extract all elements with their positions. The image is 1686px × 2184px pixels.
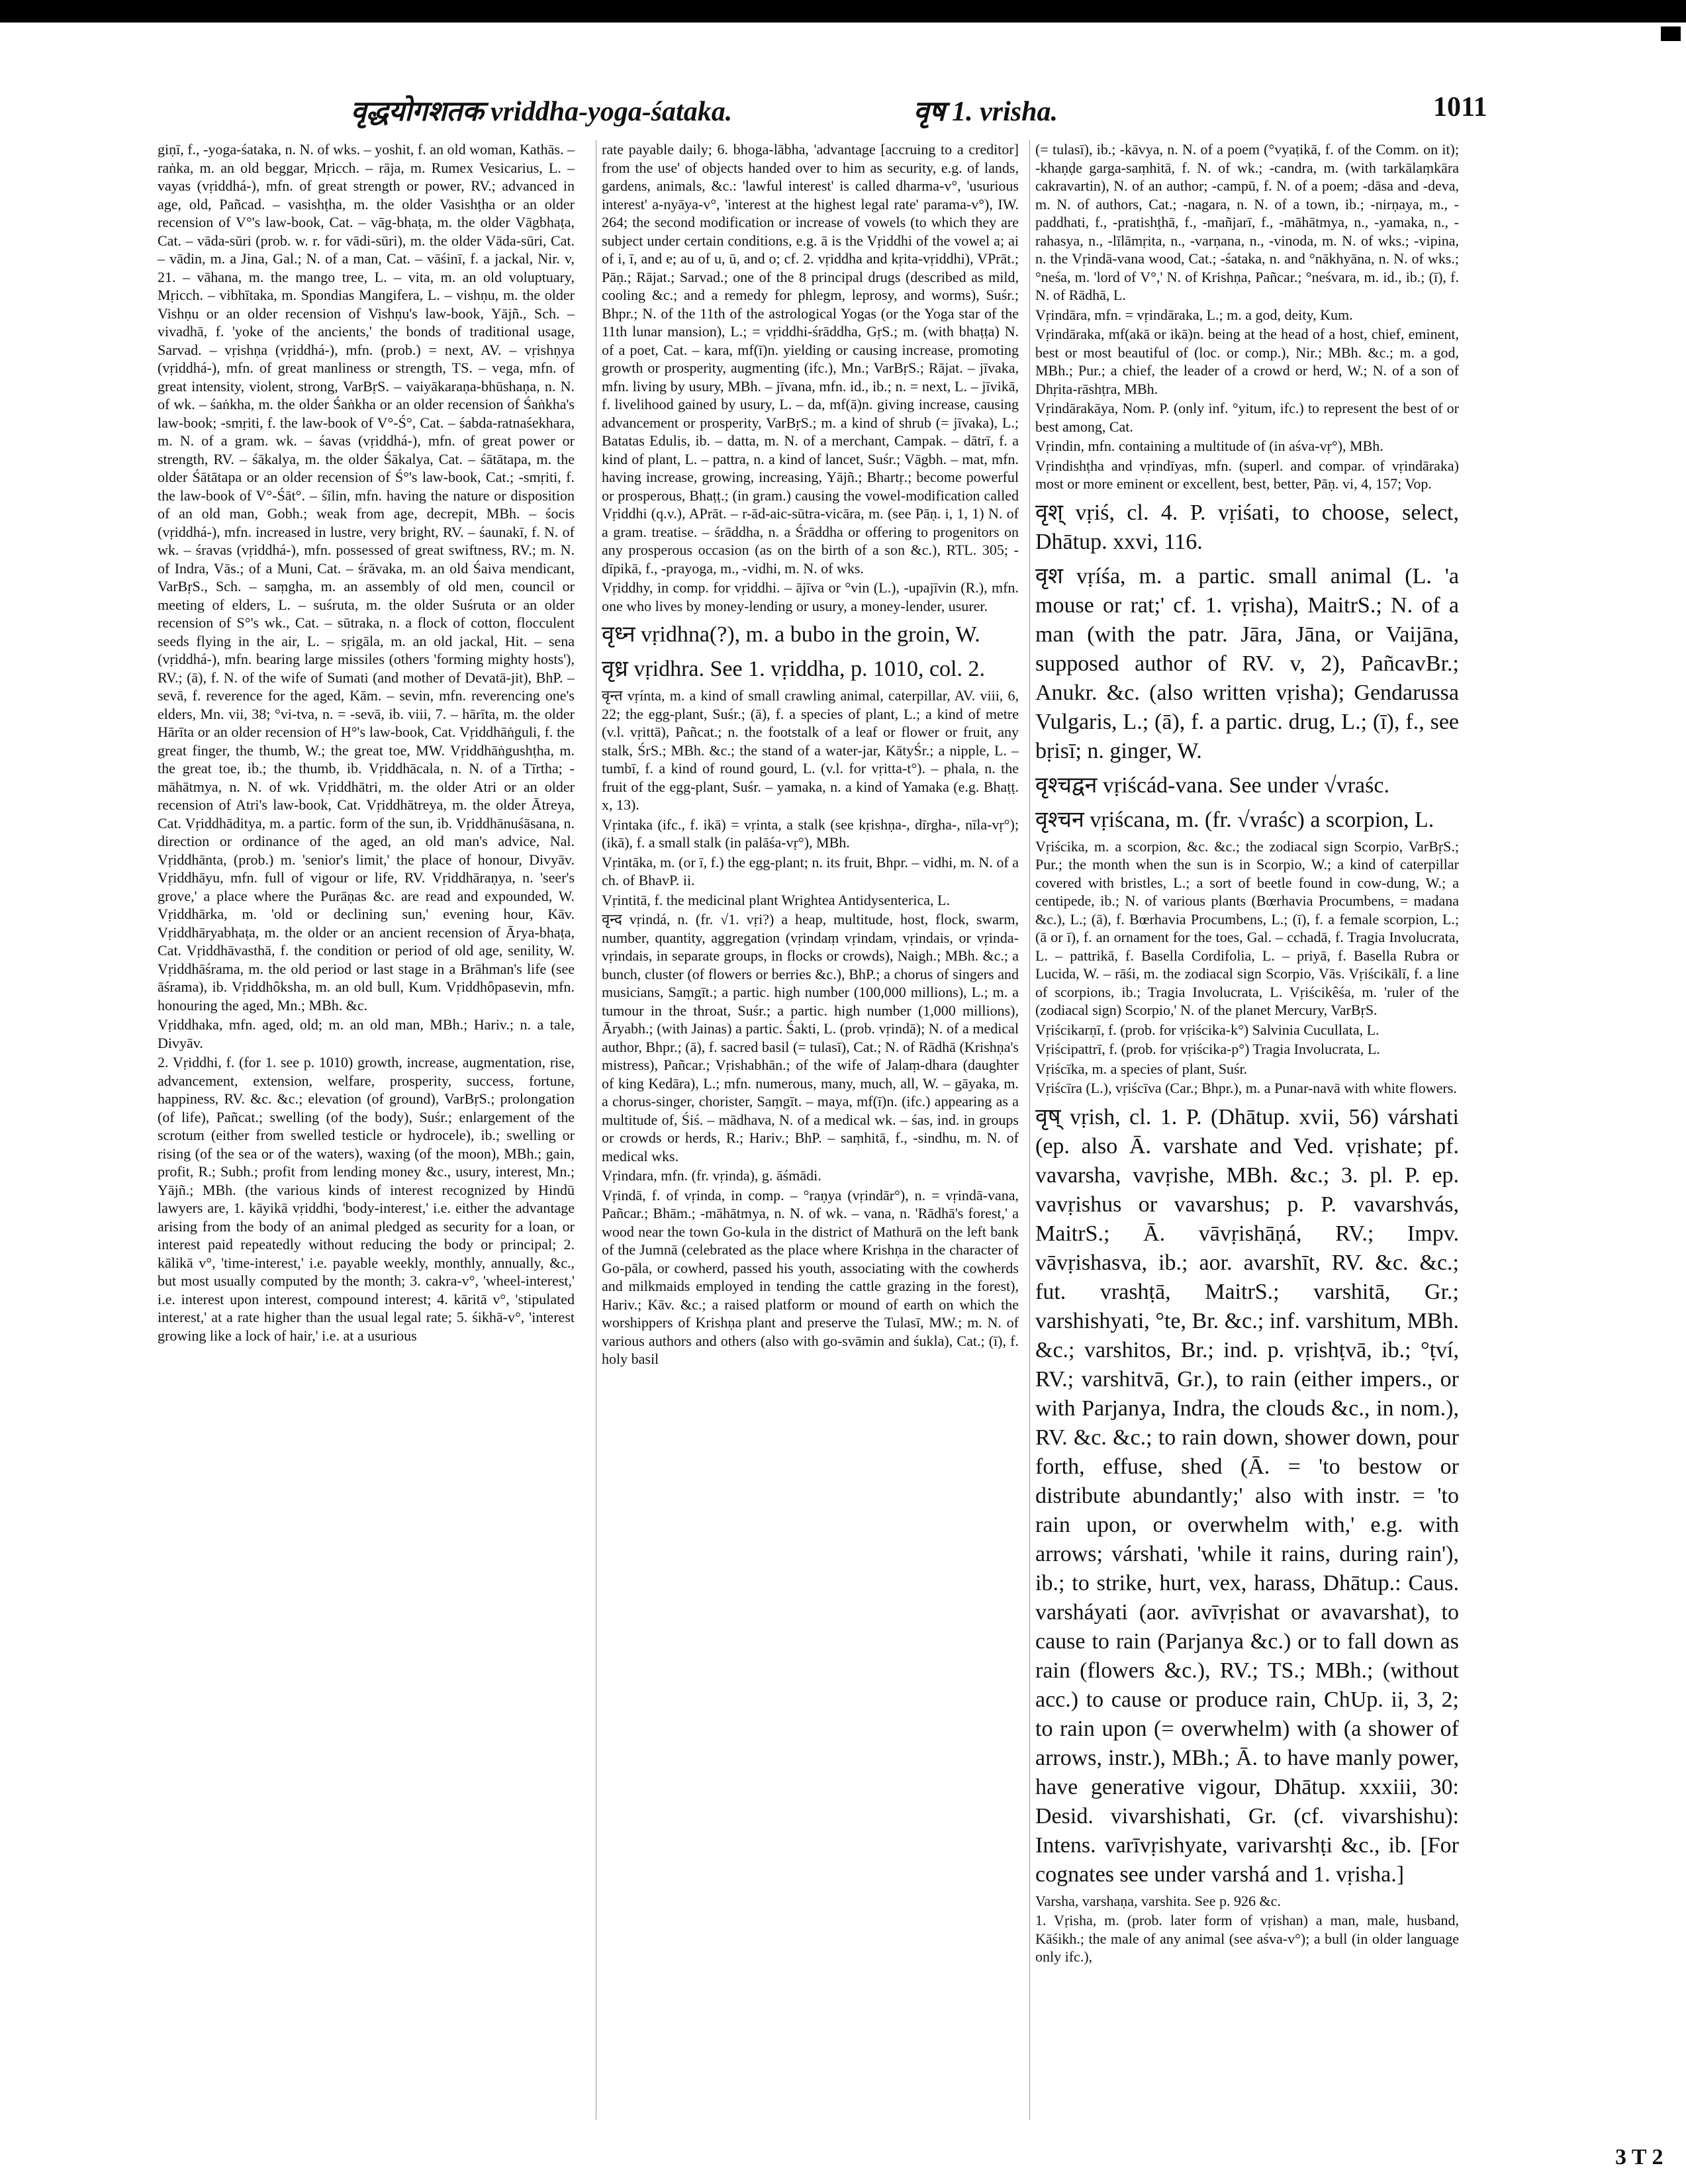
entry-paragraph: वृन्त vṛínta, m. a kind of small crawling animal, caterpillar, AV. viii, 6, 22; the egg-plant, Suśr.; (ā), f. a species of plant, L.; a kind of metre (v.l. vṛittā), Pañcat.; n. the footstalk of a leaf or flower or fruit, any stalk, ŚrS.; MBh. &c.; the stand of a water-jar, KātyŚr.; a nipple, L. – tumbī, f. a kind of round gourd, L. (v.l. for vṛitta-t°). – phala, n. the fruit of the egg-plant, Suśr. – yamaka, n. a kind of Yamaka (e.g. Bhaṭṭ. x, 13). [602, 687, 1019, 813]
column-2 [596, 140, 1019, 2120]
entry-paragraph: Vṛiścikarṇī, f. (prob. for vṛiścika-k°) Salvinia Cucullata, L. [1035, 1021, 1380, 1038]
entry-paragraph: giṇī, f., -yoga-śataka, n. N. of wks. – yoshit, f. an old woman, Kathās. – raṅka, m. an old beggar, Mṛicch. – rāja, m. Rumex Vesicarius, L. – vayas (vṛiddhá-), mfn. of great strength or power, RV.; advanced in age, old, Pañcad. – vasishṭha, m. the older Vasishṭha or an older recension of V°'s law-book, Cat. – vāg-bhaṭa, m. the older Vāgbhaṭa, Cat. – vāda-sūri (prob. w. r. for vādi-sūri), m. the older Vāda-sūri, Cat. – vādin, m. a Jina, Gal.; N. of a man, Cat. – vāśinī, f. a jackal, Nir. v, 21. – vāhana, m. the mango tree, L. – vita, m. an old voluptuary, Mṛicch. – vibhītaka, m. Spondias Mangifera, L. – vishṇu, m. the older Vishṇu or an older recension of Vishṇu's law-book, Yājñ., Sch. – vivadhā, f. 'yoke of the ancients,' the bonds of traditional usage, Sarvad. – vṛishṇa (vṛiddhá-), mfn. (prob.) = next, AV. – vṛishṇya (vṛiddhá-), mfn. of great manliness or strength, TS. – vega, mfn. of great intensity, violent, strong, VarBṛS. – vaiyākaraṇa-bhūshaṇa, n. N. of wk. – śaṅkha, m. the older Śaṅkha or an older recension of Śaṅkha's law-book; -smṛiti, f. the law-book of V°-Ś°, Cat. – śabda-ratnaśekhara, m. N. of a gram. wk. – śavas (vṛiddhá-), mfn. of great power or strength, RV. – śākalya, m. the older Śākalya, Cat. – śātātapa, m. the older Śātātapa or an older recension of Ś°'s law-book, Cat.; -smṛiti, f. the law-book of V°-Śāt°. – śīlin, mfn. having the nature or disposition of an old man, Gobh.; weak from age, decrepit, MBh. – śocis (vṛiddhá-), mfn. increased in lustre, very bright, RV. – śaunakī, f. N. of wk. – śravas (vṛiddhá-), mfn. possessed of great swiftness, RV.; m. N. of Indra, Vās.; of a Muni, Cat. – śrāvaka, m. an old Śaiva mendicant, VarBṛS., Sch. – saṃgha, m. an assembly of old men, council or meeting of elders, L. – suśruta, m. the older Suśruta or an older recension of S°'s wk., Cat. – sūtraka, n. a flock of cotton, flocculent seeds flying in the air, L. – sṛigāla, m. an old jackal, Hit. – sena (vṛiddhá-), mfn. bearing large missiles (others 'forming mighty hosts'), RV.; (ā), f. N. of the wife of Sumati (and mother of Devatā-jit), BhP. – sevā, f. reverence for the aged, Kām. – sevin, mfn. reverencing one's elders, Mn. vii, 38; °vi-tva, n. = -sevā, ib. viii, 7. – hārīta, m. the older Hārīta or an older recension of H°'s law-book, Cat. Vṛiddhāṅguli, f. the great finger, the thumb, W.; the great toe, MW. Vṛiddhāṅgushṭha, m. the great toe, ib.; the thumb, ib. Vṛiddhācala, n. N. of a Tīrtha; -māhātmya, n. N. of wk. Vṛiddhātri, m. the older Atri or an older recension of Atri's law-book, Cat. Vṛiddhātreya, m. the older Ātreya, Cat. Vṛiddhāditya, m. a partic. form of the sun, ib. Vṛiddhānuśāsana, n. direction or ordinance of the aged, an old man's advice, Nal. Vṛiddhānta, (prob.) m. 'senior's limit,' the place of honour, Divyāv. Vṛiddhāyu, mfn. full of vigour or life, RV. Vṛiddhāraṇya, n. 'seer's grove,' a place where the Purāṇas &c. are read and expounded, W. Vṛiddhārka, m. 'old or declining sun,' evening hour, Kāv. Vṛiddhāryabhaṭa, m. the older or an ancient recension of Ārya-bhaṭa, Cat. Vṛiddhāvasthā, f. the condition or period of old age, senility, W. Vṛiddhāśrama, m. the old period or last stage in a Brāhman's life (see āśrama), ib. Vṛiddhôksha, m. an old bull, Kum. Vṛiddhôpasevin, mfn. honouring the aged, Mn.; MBh. &c. [158, 141, 575, 1014]
headword-entry: वृश vṛíśa, m. a partic. small animal (L. 'a mouse or rat;' cf. 1. vṛisha), MaitrS.; N. of a man (with the patr. Jāra, Jāna, or Vaijāna, supposed author of RV. v, 2), PañcavBr.; Anukr. &c. (also written vṛisha); Gendarussa Vulgaris, L.; (ā), f. a partic. drug, L.; (ī), f., see bṛisī; n. ginger, W. [1035, 563, 1459, 763]
entry-paragraph: Vṛiścipattrī, f. (prob. for vṛiścika-p°) Tragia Involucrata, L. [1035, 1041, 1380, 1057]
entry-paragraph: Vṛiścīra (L.), vṛiścīva (Car.; Bhpr.), m. a Punar-navā with white flowers. [1035, 1080, 1457, 1096]
entry-paragraph: (= tulasī), ib.; -kāvya, n. N. of a poem (°vyaṭikā, f. of the Comm. on it); -khaṇḍe garga-saṃhitā, f. N. of wk.; -candra, m. (with tarkālaṃkāra cakravartin), N. of an author; -campū, f. N. of a poem; -dāsa and -deva, m. N. of authors, Cat.; -nagara, n. N. of a town, ib.; -nirṇaya, m., -paddhati, f., -pratishṭhā, f., -mañjarī, f., -māhātmya, n., -yamaka, n., -rahasya, n., -līlāmṛita, n., -varṇana, n., -vinoda, m. N. of wks.; -vipina, n. the Vṛindā-vana wood, Cat.; -śataka, n. and °nākhyāna, n. N. of wks.; °neśa, m. 'lord of V°,' N. of Krishṇa, Pañcar.; °neśvara, m. id., ib.; (ī), f. N. of Rādhā, L. [1035, 141, 1459, 303]
entry-paragraph: Vṛindara, mfn. (fr. vṛinda), g. āśmādi. [602, 1167, 821, 1184]
entry-paragraph: Vṛindāra, mfn. = vṛindāraka, L.; m. a god, deity, Kum. [1035, 306, 1353, 323]
entry-paragraph: Vṛintaka (ifc., f. ikā) = vṛinta, a stalk (see kṛishṇa-, dīrgha-, nīla-vṛ°); (ikā), f. a small stalk (in palāśa-vṛ°), MBh. [602, 816, 1019, 851]
entry-paragraph: 2. Vṛiddhi, f. (for 1. see p. 1010) growth, increase, augmentation, rise, advancement, extension, welfare, prosperity, success, fortune, happiness, RV. &c. &c.; elevation (of ground), VarBṛS.; prolongation (of life), Pañcat.; swelling (of the body), Suśr.; enlargement of the scrotum (either from swelled testicle or hydrocele), ib.; swelling or rising (of the sea or of the waters), waxing (of the moon), MBh.; gain, profit, R.; Subh.; profit from lending money &c., usury, interest, Mn.; Yājñ.; MBh. (the various kinds of interest recognized by Hindū lawyers are, 1. kāyikā vṛiddhi, 'body-interest,' i.e. either the advantage arising from the body of an animal pledged as security for a loan, or interest paid repeatedly without reducing the body or principal; 2. kālikā v°, 'time-interest,' i.e. payable weekly, monthly, annually, &c., but most usually computed by the month; 3. cakra-v°, 'wheel-interest,' i.e. interest upon interest, compound interest; 4. kāritā v°, 'stipulated interest,' at a rate higher than the usual legal rate; 5. śikhā-v°, 'interest growing like a lock of hair,' i.e. at a usurious [158, 1054, 575, 1344]
top-band-nub [1661, 26, 1681, 41]
entry-paragraph: Vṛindārakāya, Nom. P. (only inf. °yitum, ifc.) to represent the best of or best among, Cat. [1035, 400, 1459, 435]
entry-paragraph: Vṛiddhaka, mfn. aged, old; m. an old man, MBh.; Hariv.; n. a tale, Divyāv. [158, 1016, 575, 1051]
signature-mark: 3 T 2 [1615, 2145, 1663, 2169]
headword-entry: वृश् vṛiś, cl. 4. P. vṛiśati, to choose, select, Dhātup. xxvi, 116. [1035, 500, 1459, 554]
page-number: 1011 [1433, 92, 1487, 122]
header-left: वृद्धयोगशतक vriddha-yoga-śataka. [351, 97, 733, 127]
entry-paragraph: Vṛiścīka, m. a species of plant, Suśr. [1035, 1060, 1248, 1077]
entry-paragraph: Vṛindin, mfn. containing a multitude of (in aśva-vṛ°), MBh. [1035, 438, 1383, 454]
entry-paragraph: Vṛindā, f. of vṛinda, in comp. – °raṇya (vṛindār°), n. = vṛindā-vana, Pañcar.; Bhām.; -māhātmya, n. N. of wk. – vana, n. 'Rādhā's forest,' a wood near the town Go-kula in the district of Mathurā on the left bank of the Jumnā (celebrated as the place where Krishṇa in the character of Go-pāla, or cowherd, passed his youth, associating with the cowherds and milkmaids employed in tending the cattle grazing in the forest), Hariv.; Kāv. &c.; a raised platform or mound of earth on which the worshippers of Krishṇa plant and preserve the Tulasī, MW.; m. N. of various authors and others (also with go-svāmin and śukla), Cat.; (ī), f. holy basil [602, 1186, 1019, 1367]
headword-entry: वृध्र vṛidhra. See 1. vṛiddha, p. 1010, col. 2. [602, 657, 985, 681]
entry-paragraph: Varsha, varshaṇa, varshita. See p. 926 &c. [1035, 1892, 1281, 1909]
column-3 [1029, 140, 1459, 2120]
running-header [0, 91, 1686, 138]
headword-entry: वृश्चद्वन vṛiścád-vana. See under √vraśc. [1035, 773, 1389, 798]
entry-paragraph: 1. Vṛisha, m. (prob. later form of vṛishan) a man, male, husband, Kāśikh.; the male of any animal (see aśva-v°); a bull (in older language only ifc.), [1035, 1912, 1459, 1965]
headword-entry: वृश्चन vṛiścana, m. (fr. √vraśc) a scorpion, L. [1035, 807, 1434, 832]
entry-paragraph: Vṛintitā, f. the medicinal plant Wrightea Antidysenterica, L. [602, 891, 950, 908]
top-black-band [0, 0, 1686, 23]
entry-paragraph: Vṛiddhy, in comp. for vṛiddhi. – ājīva or °vin (L.), -upajīvin (R.), mfn. one who lives by money-lending or usury, a money-lender, usurer. [602, 579, 1019, 614]
entry-paragraph: Vṛiścika, m. a scorpion, &c. &c.; the zodiacal sign Scorpio, VarBṛS.; Pur.; the month when the sun is in Scorpio, W.; a kind of caterpillar covered with bristles, L.; a sort of beetle found in cow-dung, W.; a centipede, ib.; N. of various plants (Bœrhavia Procumbens, = madana &c.), L.; (ā), f. Bœrhavia Procumbens, L.; (ī), f. a female scorpion, L.; (ā or ī), f. an ornament for the toes, Gal. – cchadā, f. Tragia Involucrata, L. – pattrikā, f. Basella Cordifolia, L. – priyā, f. Basella Rubra or Lucida, W. – rāśi, m. the zodiacal sign Scorpio, Vās. Vṛiścikālī, f. a line of scorpions, ib.; Tragia Involucrata, L. Vṛiścikêśa, m. 'ruler of the (zodiacal sign) Scorpio,' N. of the planet Mercury, VarBṛS. [1035, 837, 1459, 1018]
column-1 [158, 140, 575, 2120]
entry-paragraph: Vṛintāka, m. (or ī, f.) the egg-plant; n. its fruit, Bhpr. – vidhi, m. N. of a ch. of BhavP. ii. [602, 853, 1019, 888]
entry-paragraph: rate payable daily; 6. bhoga-lābha, 'advantage [accruing to a creditor] from the use' of objects handed over to him as security, e.g. of lands, gardens, animals, &c.: 'lawful interest' is called dharma-v°, 'usurious interest' a-nyāya-v°, 'interest at the highest legal rate' parama-v°), IW. 264; the second modification or increase of vowels (to which they are subject under certain conditions, e.g. ā is the Vṛiddhi of the vowel a; ai of i, ī, and e; au of u, ū, and o; cf. 2. vṛiddha and kṛita-vṛiddhi), VPrāt.; Pāṇ.; Rājat.; Sarvad.; one of the 8 principal drugs (described as mild, cooling &c.; and a remedy for phlegm, leprosy, and worms), Suśr.; Bhpr.; N. of the 11th of the astrological Yogas (or the Yoga star of the 11th lunar mansion), L.; = vṛiddhi-śrāddha, GṛS.; m. (with bhaṭṭa) N. of a poet, Cat. – kara, mf(ī)n. yielding or causing increase, promoting growth or prosperity, augmenting (ifc.), Mn.; VarBṛS.; Rājat. – jīvaka, mfn. living by usury, MBh. – jīvana, mfn. id., ib.; n. = next, L. – jīvikā, f. livelihood gained by usury, L. – da, mf(ā)n. giving increase, causing advancement or prosperity, VarBṛS.; m. a kind of shrub (= jīvaka), L.; Batatas Edulis, ib. – datta, m. N. of a merchant, Campak. – dātrī, f. a kind of plant, L. – pattra, n. a kind of lancet, Suśr.; Vāgbh. – mat, mfn. having increase, growing, increasing, Yājñ.; Bhartṛ.; become powerful or prosperous, Bhaṭṭ.; (in gram.) causing the vowel-modification called Vṛiddhi (q.v.), APrāt. – r-ād-aic-sūtra-vicāra, m. (see Pāṇ. i, 1, 1) N. of a gram. treatise. – śrāddha, n. a Śrāddha or offering to progenitors on any prosperous occasion (as on the birth of a son &c.), RTL. 305; -dīpikā, f., -prayoga, m., -vidhi, m. N. of wks. [602, 141, 1019, 577]
headword-entry: वृध्न vṛidhna(?), m. a bubo in the groin, W. [602, 622, 980, 647]
entry-paragraph: Vṛindishṭha and vṛindīyas, mfn. (superl. and compar. of vṛindāraka) most or more eminent or excellent, best, better, Pāṇ. vi, 4, 157; Vop. [1035, 457, 1459, 492]
headword-entry: वृष् vṛish, cl. 1. P. (Dhātup. xvii, 56) várshati (ep. also Ā. varshate and Ved. vṛishate; pf. vavarsha, vavṛishe, MBh. &c.; 3. pl. P. ep. vavṛishus or vavarshus; p. P. vavarshvás, MaitrS.; Ā. vāvṛishāṇá, RV.; Impv. vāvṛishasva, ib.; aor. avarshīt, RV. &c. &c.; fut. vrashṭā, MaitrS.; varshitā, Gr.; varshishyati, °te, Br. &c.; inf. varshitum, MBh. &c.; varshitos, Br.; ind. p. vṛishṭvā, ib.; °ṭví, RV.; varshitvā, Gr.), to rain (either impers., or with Parjanya, Indra, the clouds &c., in nom.), RV. &c. &c.; to rain down, shower down, pour forth, effuse, shed (Ā. = 'to bestow or distribute abundantly;' also with instr. = 'to rain upon, or overwhelm with,' e.g. with arrows; várshati, 'while it rains, during rain'), ib.; to strike, hurt, vex, harass, Dhātup.: Caus. varsháyati (aor. avīvṛishat or avavarshat), to cause to rain (Parjanya &c.) or to fall down as rain (flowers &c.), RV.; TS.; MBh.; (without acc.) to cause or produce rain, ChUp. ii, 3, 2; to rain upon (= overwhelm) with (a shower of arrows, instr.), MBh.; Ā. to have manly power, have generative vigour, Dhātup. xxxiii, 30: Desid. vivarshishati, Gr. (cf. vivarshishu): Intens. varīvṛishyate, varivarshṭi &c., ib. [For cognates see under varshá and 1. vṛisha.] [1035, 1104, 1459, 1887]
entry-paragraph: वृन्द vṛindá, n. (fr. √1. vṛi?) a heap, multitude, host, flock, swarm, number, quantity, aggregation (vṛindaṃ vṛindam, vṛindais, or vṛinda-vṛindais, in separate groups, in flocks or crowds), Naigh.; MBh. &c.; a bunch, cluster (of flowers or berries &c.), BhP.; a chorus of singers and musicians, Saṃgīt.; a partic. high number (100,000 millions), L.; m. a tumour in the throat, Suśr.; a partic. high number (1,000 millions), Āryabh.; (with Jainas) a partic. Śakti, L. (prob. vṛindā); N. of a medical author, Bhpr.; (ā), f. sacred basil (= tulasī), Cat.; N. of Rādhā (Krishṇa's mistress), Pañcar.; Vṛishabhān.; of the wife of Jalaṃ-dhara (daughter of king Kedāra), L.; mfn. numerous, many, much, all, W. – gāyaka, m. a chorus-singer, chorister, Saṃgīt. – maya, mf(ī)n. (ifc.) appearing as a multitude of, Śiś. – mādhava, N. of a medical wk. – śas, ind. in groups or crowds or herds, R.; Hariv.; BhP. – saṃhitā, f., -sindhu, m. N. of medical wks. [602, 911, 1019, 1164]
header-center: वृष 1. vrisha. [913, 97, 1058, 127]
entry-paragraph: Vṛindāraka, mf(akā or ikā)n. being at the head of a host, chief, eminent, best or most beautiful of (loc. or comp.), Nir.; MBh. &c.; m. a god, MBh.; Pur.; a chief, the leader of a crowd or herd, W.; N. of a son of Dhṛita-rāshṭra, MBh. [1035, 326, 1459, 397]
